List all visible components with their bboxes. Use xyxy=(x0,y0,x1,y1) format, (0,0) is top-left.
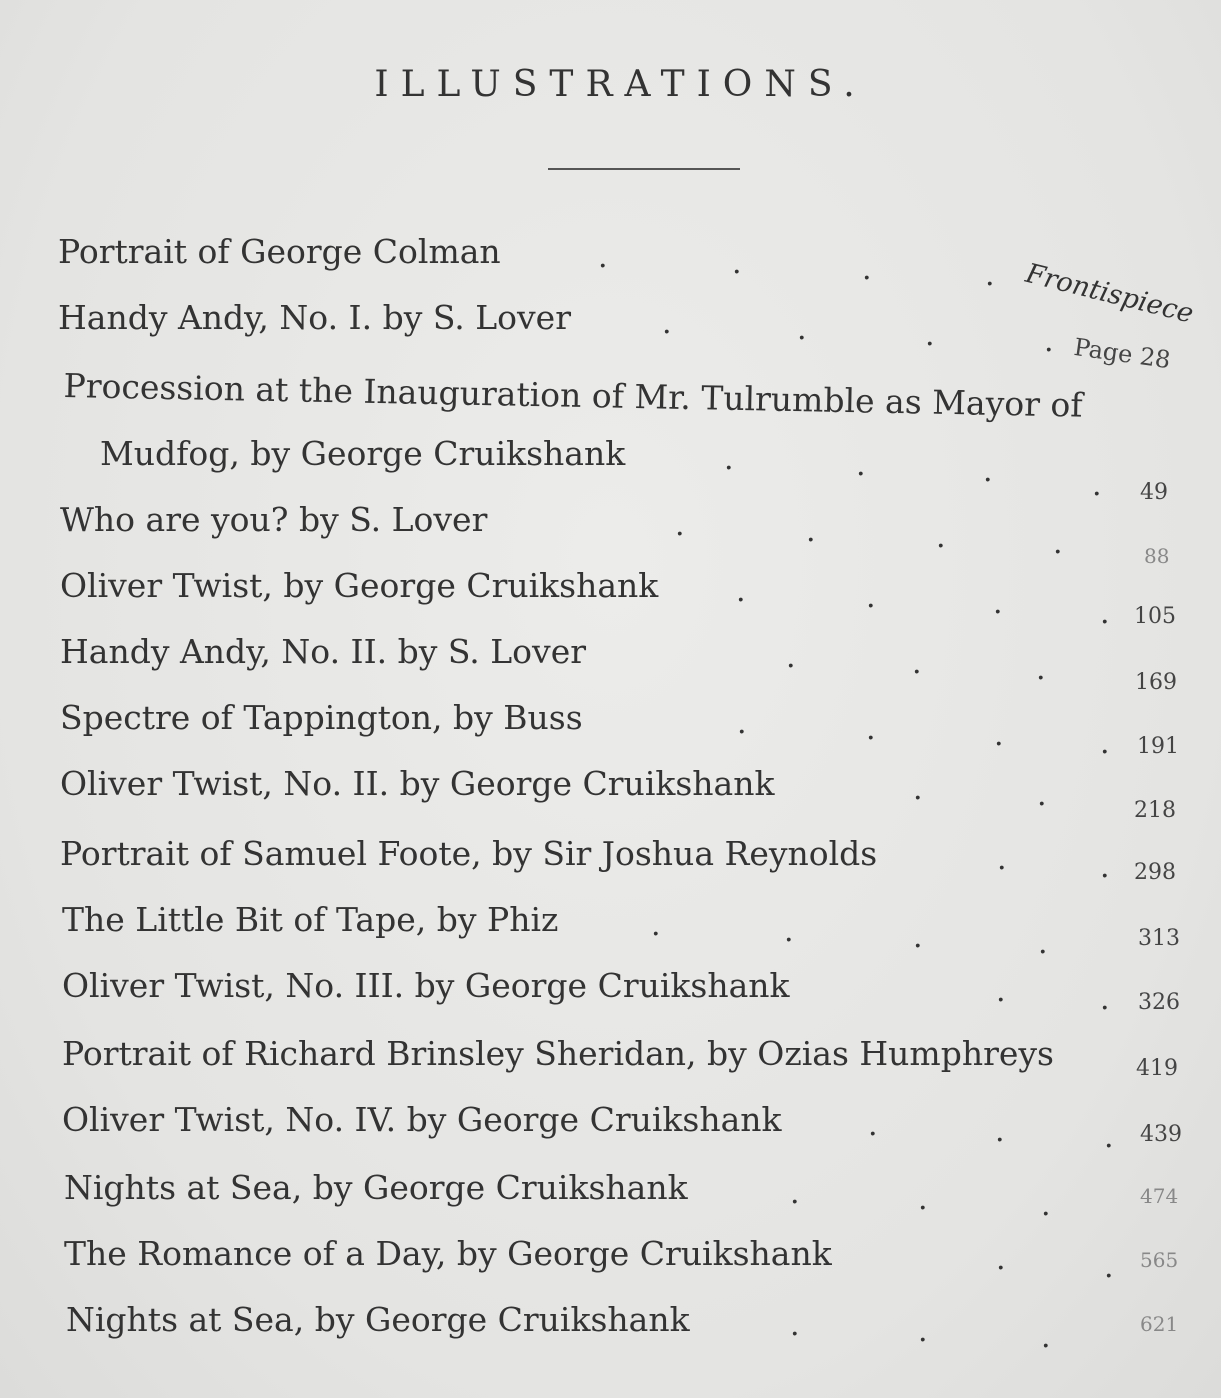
entry-title: The Little Bit of Tape, by Phiz xyxy=(62,900,559,939)
leader-dot: . xyxy=(866,712,876,747)
frontispiece-label: Frontispiece xyxy=(1022,258,1197,330)
leader-dot: . xyxy=(736,574,746,609)
page-number: 298 xyxy=(1134,860,1176,885)
page-number: 326 xyxy=(1138,990,1180,1015)
entry-title: Portrait of George Colman xyxy=(58,232,501,271)
page-number: 191 xyxy=(1137,734,1179,759)
leader-dot: . xyxy=(598,240,608,275)
leader-dot: . xyxy=(662,306,672,341)
leader-dot: . xyxy=(983,454,993,489)
leader-dot: . xyxy=(925,318,935,353)
entry-title: Nights at Sea, by George Cruikshank xyxy=(66,1300,690,1339)
leader-dot: . xyxy=(862,252,872,287)
leader-dot: . xyxy=(912,646,922,681)
page-number: 169 xyxy=(1135,670,1177,695)
leader-dot: . xyxy=(995,1114,1005,1149)
leader-dot: . xyxy=(1104,1120,1114,1155)
entry-title: Handy Andy, No. II. by S. Lover xyxy=(60,632,587,671)
leader-dot: . xyxy=(732,246,742,281)
leader-dot: . xyxy=(996,1242,1006,1277)
leader-dot: . xyxy=(913,920,923,955)
leader-dot: . xyxy=(1100,596,1110,631)
leader-dot: . xyxy=(675,508,685,543)
leader-dot: . xyxy=(1104,1250,1114,1285)
leader-dot: . xyxy=(1053,526,1063,561)
leader-dot: . xyxy=(913,772,923,807)
leader-dot: . xyxy=(993,586,1003,621)
entry-title: The Romance of a Day, by George Cruikshank xyxy=(64,1234,832,1273)
page-heading: Page 28 xyxy=(1072,333,1173,375)
leader-dot: . xyxy=(1100,850,1110,885)
entry-title-continued: Mudfog, by George Cruikshank xyxy=(100,434,626,473)
leader-dot: . xyxy=(856,448,866,483)
leader-dot: . xyxy=(797,312,807,347)
leader-dot: . xyxy=(1037,778,1047,813)
leader-dot: . xyxy=(1036,652,1046,687)
leader-dot: . xyxy=(784,914,794,949)
page-number: 474 xyxy=(1140,1184,1179,1208)
leader-dot: . xyxy=(790,1308,800,1343)
leader-dot: . xyxy=(997,842,1007,877)
leader-dot: . xyxy=(1100,982,1110,1017)
leader-dot: . xyxy=(918,1182,928,1217)
leader-dot: . xyxy=(1044,324,1054,359)
leader-dot: . xyxy=(1041,1320,1051,1355)
leader-dot: . xyxy=(790,1176,800,1211)
entry-title: Oliver Twist, by George Cruikshank xyxy=(60,566,659,605)
entry-title: Who are you? by S. Lover xyxy=(60,500,488,539)
title-rule xyxy=(548,168,740,170)
leader-dot: . xyxy=(866,580,876,615)
leader-dot: . xyxy=(985,258,995,293)
leader-dot: . xyxy=(994,718,1004,753)
page-title: ILLUSTRATIONS. xyxy=(374,64,867,105)
entry-title: Spectre of Tappington, by Buss xyxy=(60,698,583,737)
leader-dot: . xyxy=(1100,726,1110,761)
leader-dot: . xyxy=(996,974,1006,1009)
page-number: 439 xyxy=(1140,1122,1182,1147)
entry-title: Procession at the Inauguration of Mr. Tulrumble as Mayor of xyxy=(63,366,1083,425)
page-number: 218 xyxy=(1134,798,1176,823)
leader-dot: . xyxy=(868,1108,878,1143)
page-number: 621 xyxy=(1140,1312,1179,1336)
page-number: 105 xyxy=(1134,604,1176,629)
entry-title: Oliver Twist, No. II. by George Cruikshank xyxy=(60,764,775,803)
leader-dot: . xyxy=(786,640,796,675)
page-number: 49 xyxy=(1140,480,1168,505)
page-number: 565 xyxy=(1140,1248,1179,1272)
leader-dot: . xyxy=(918,1314,928,1349)
leader-dot: . xyxy=(651,908,661,943)
leader-dot: . xyxy=(936,520,946,555)
entry-title: Portrait of Richard Brinsley Sheridan, by Ozias Humphreys xyxy=(62,1034,1054,1073)
page-number: 88 xyxy=(1144,544,1170,568)
page-number: 313 xyxy=(1138,926,1180,951)
leader-dot: . xyxy=(724,442,734,477)
page-number: 419 xyxy=(1136,1056,1178,1081)
leader-dot: . xyxy=(737,706,747,741)
entry-title: Oliver Twist, No. III. by George Cruikshank xyxy=(62,966,790,1005)
entry-title: Portrait of Samuel Foote, by Sir Joshua Reynolds xyxy=(60,834,878,873)
entry-title: Oliver Twist, No. IV. by George Cruikshank xyxy=(62,1100,782,1139)
entry-title: Nights at Sea, by George Cruikshank xyxy=(64,1168,688,1207)
leader-dot: . xyxy=(1092,468,1102,503)
leader-dot: . xyxy=(1041,1188,1051,1223)
entry-title: Handy Andy, No. I. by S. Lover xyxy=(58,298,571,337)
leader-dot: . xyxy=(1038,926,1048,961)
leader-dot: . xyxy=(806,514,816,549)
